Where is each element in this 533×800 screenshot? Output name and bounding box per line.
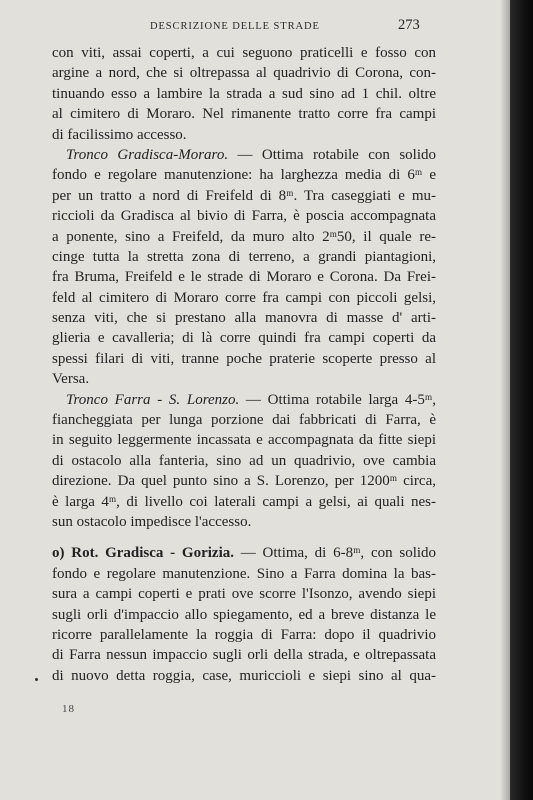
section-gap bbox=[52, 532, 436, 543]
text-line: di nuovo detta roggia, case, muriccioli e siepi sino al qua- bbox=[52, 667, 436, 684]
text-line: per un tratto a nord di Freifeld di 8ᵐ. Tra caseggiati e mu- bbox=[52, 187, 436, 204]
page-header bbox=[0, 17, 510, 41]
running-title: DESCRIZIONE DELLE STRADE bbox=[150, 21, 320, 32]
text-line: sura a campi coperti e prati ove scorre l'Isonzo, avendo siepi bbox=[52, 586, 436, 603]
text-line: fra Bruma, Freifeld e le strade di Moraro e Corona. Da Frei- bbox=[52, 269, 436, 286]
text-line: glieria e cavalleria; di là corre quindi fra campi coperti da bbox=[52, 330, 436, 347]
text-line: direzione. Da quel punto sino a S. Lorenzo, per 1200ᵐ circa, bbox=[52, 473, 436, 490]
text-line: feld al cimitero di Moraro corre fra campi con piccoli gelsi, bbox=[52, 289, 436, 306]
text-line: di ostacolo alla fanteria, sino ad un quadrivio, ove cambia bbox=[52, 452, 436, 469]
text-line: spessi filari di viti, tranne poche praterie scoperte presso al bbox=[52, 350, 436, 367]
text-line bbox=[52, 145, 436, 165]
text-line: fiancheggiata per lunga porzione dai fabbricati di Farra, è bbox=[52, 412, 436, 429]
text-line bbox=[52, 390, 436, 410]
text-line: è larga 4ᵐ, di livello coi laterali campi a gelsi, ai quali nes- bbox=[52, 493, 436, 510]
text-line bbox=[52, 543, 436, 563]
paragraph-rot-gradisca-gorizia bbox=[52, 543, 436, 686]
ink-dot bbox=[35, 678, 38, 681]
text-run: — Ottima rotabile con solido bbox=[237, 146, 436, 163]
text-run: — Ottima rotabile larga 4-5ᵐ, bbox=[245, 391, 436, 408]
text-line: Versa. bbox=[52, 371, 90, 388]
text-line: senza viti, che si prestano alla manovra di masse d' arti- bbox=[52, 310, 436, 327]
text-line: fondo e regolare manutenzione: ha larghezza media di 6ᵐ e bbox=[52, 167, 436, 184]
text-line: riccioli da Gradisca al bivio di Farra, è poscia accompagnata bbox=[52, 208, 436, 225]
text-run: — Ottima, di 6-8ᵐ, con solido bbox=[240, 545, 437, 562]
text-line: tinuando esso a lambire la strada a sud sino ad 1 chil. oltre bbox=[52, 85, 436, 102]
body-text bbox=[52, 43, 436, 686]
text-line: cinge tutta la stretta zona di terreno, a grandi piantagioni, bbox=[52, 248, 436, 265]
section-heading: o) Rot. Gradisca - Gorizia. bbox=[52, 545, 234, 562]
text-line: con viti, assai coperti, a cui seguono praticelli e fosso con bbox=[52, 45, 436, 61]
paragraph-tronco-farra-s-lorenzo bbox=[52, 390, 436, 533]
text-line: di facilissimo accesso. bbox=[52, 126, 187, 143]
text-line: sugli orli d'impaccio allo spiegamento, ed a breve distanza le bbox=[52, 606, 436, 623]
text-line: sun ostacolo impedisce l'accesso. bbox=[52, 513, 252, 530]
paragraph-continuation bbox=[52, 43, 436, 145]
book-spine-shadow bbox=[510, 0, 533, 800]
text-line: ricorre parallelamente la roggia di Farra: dopo il quadrivio bbox=[52, 626, 436, 643]
paragraph-tronco-gradisca-moraro bbox=[52, 145, 436, 390]
text-line: al cimitero di Moraro. Nel rimanente tratto corre fra campi bbox=[52, 106, 436, 123]
section-heading: Tronco Gradisca-Moraro. bbox=[66, 146, 229, 163]
text-line: a ponente, sino a Freifeld, da muro alto 2ᵐ50, il quale re- bbox=[52, 228, 436, 245]
text-line: fondo e regolare manutenzione. Sino a Farra domina la bas- bbox=[52, 565, 436, 582]
signature-mark: 18 bbox=[62, 703, 75, 715]
text-line: di Farra nessun impaccio sugli orli della strada, e oltrepassata bbox=[52, 647, 436, 664]
section-heading: Tronco Farra - S. Lorenzo. bbox=[66, 391, 240, 408]
text-line: in seguito leggermente incassata e accompagnata da fitte siepi bbox=[52, 432, 436, 449]
text-line: argine a nord, che si oltrepassa al quadrivio di Corona, con- bbox=[52, 65, 436, 82]
page-number: 273 bbox=[398, 17, 420, 33]
